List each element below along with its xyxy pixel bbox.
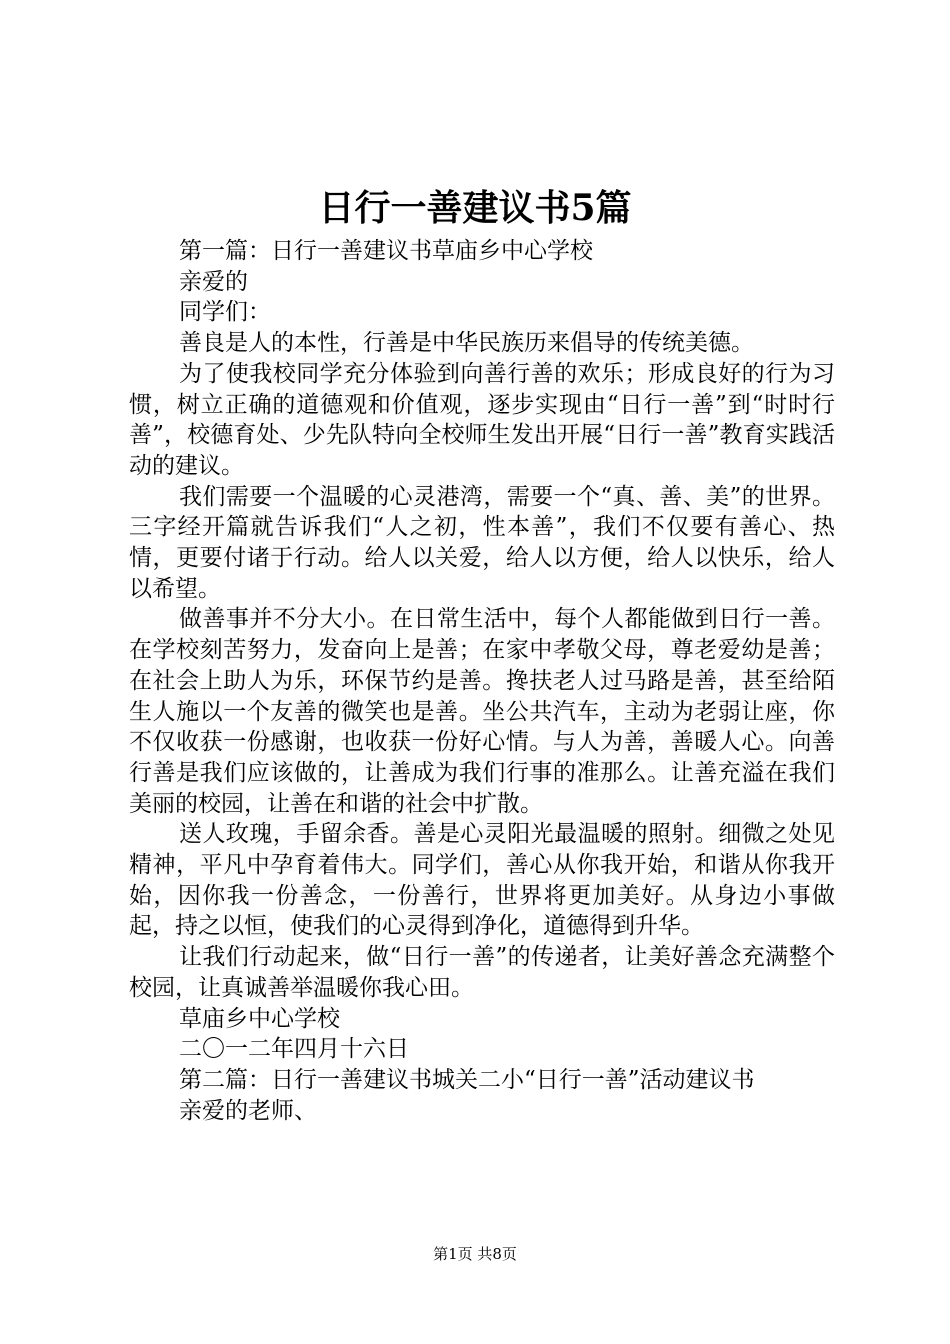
salutation-line-3: 亲爱的老师、 <box>179 1097 317 1124</box>
salutation-line-1: 亲爱的 <box>179 268 248 295</box>
body-paragraph: 为了使我校同学充分体验到向善行善的欢乐；形成良好的行为习惯，树立正确的道德观和价值观，逐步实现由“日行一善”到“时时行善”，校德育处、少先队特向全校师生发出开展“日行一善”教育实践活动的建议。 <box>129 360 835 479</box>
section-heading-2: 第二篇：日行一善建议书城关二小“日行一善”活动建议书 <box>179 1066 755 1093</box>
document-body <box>129 236 835 1126</box>
body-paragraph: 让我们行动起来，做“日行一善”的传递者，让美好善念充满整个校园，让真诚善举温暖你我心田。 <box>129 944 835 1001</box>
body-paragraph: 送人玫瑰，手留余香。善是心灵阳光最温暖的照射。细微之处见精神，平凡中孕育着伟大。同学们，善心从你我开始，和谐从你我开始，因你我一份善念，一份善行，世界将更加美好。从身边小事做起，持之以恒，使我们的心灵得到净化，道德得到升华。 <box>129 821 835 940</box>
page-footer: 第1页 共8页 <box>433 1245 517 1263</box>
document-title: 日行一善建议书5篇 <box>318 187 632 229</box>
salutation-line-2: 同学们： <box>179 299 271 326</box>
signature-date: 二〇一二年四月十六日 <box>179 1036 409 1063</box>
body-paragraph: 做善事并不分大小。在日常生活中，每个人都能做到日行一善。在学校刻苦努力，发奋向上是善；在家中孝敬父母，尊老爱幼是善；在社会上助人为乐，环保节约是善。搀扶老人过马路是善，甚至给陌生人施以一个友善的微笑也是善。坐公共汽车，主动为老弱让座，你不仅收获一份感谢，也收获一份好心情。与人为善，善暖人心。向善行善是我们应该做的，让善成为我们行事的准那么。让善充溢在我们美丽的校园，让善在和谐的社会中扩散。 <box>129 606 835 817</box>
body-paragraph: 我们需要一个温暖的心灵港湾，需要一个“真、善、美”的世界。三字经开篇就告诉我们“人之初，性本善”，我们不仅要有善心、热情，更要付诸于行动。给人以关爱，给人以方便，给人以快乐，给人以希望。 <box>129 483 835 602</box>
signature-school: 草庙乡中心学校 <box>179 1005 340 1032</box>
body-paragraph: 善良是人的本性，行善是中华民族历来倡导的传统美德。 <box>179 330 754 357</box>
section-heading-1: 第一篇：日行一善建议书草庙乡中心学校 <box>179 238 593 264</box>
